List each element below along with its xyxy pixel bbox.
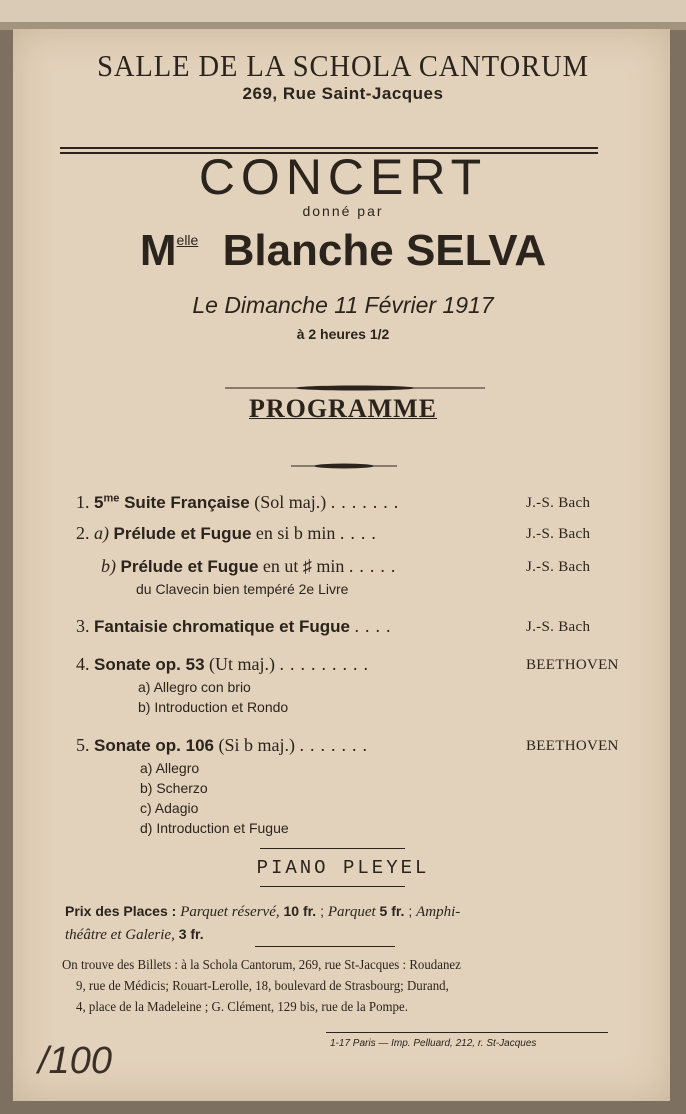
prices-line-1: Prix des Places : Parquet réservé, 10 fr. ; Parquet 5 fr. ; Amphi- — [65, 903, 461, 920]
ornament-divider — [225, 384, 485, 392]
item-number: 3. — [76, 616, 90, 636]
divider-line — [260, 848, 405, 849]
composer: BEETHOVEN — [526, 738, 619, 754]
composer: J.-S. Bach — [526, 559, 591, 575]
item-title: Prélude et Fugue — [113, 524, 252, 543]
item-number: 5. — [76, 735, 90, 755]
venue-address: 269, Rue Saint-Jacques — [242, 84, 444, 103]
prices-line-2: théâtre et Galerie, 3 fr. — [65, 926, 204, 943]
printer-imprint: 1-17 Paris — Imp. Pelluard, 212, r. St-Jacques — [330, 1038, 537, 1049]
movement: a) Allegro — [140, 760, 200, 776]
program-item-4: 4. Sonate op. 53 (Ut maj.) ......... — [76, 654, 375, 674]
programme-heading: PROGRAMME — [248, 394, 438, 423]
piano-sponsor: PIANO PLEYEL — [256, 857, 430, 879]
program-item-2a: 2. a) Prélude et Fugue en si b min .... — [76, 523, 382, 543]
item-title: Prélude et Fugue — [120, 557, 259, 576]
movement: a) Allegro con brio — [138, 679, 251, 695]
ornament-divider-small — [291, 462, 397, 470]
item-note: du Clavecin bien tempéré 2e Livre — [136, 581, 349, 597]
item-title: Fantaisie chromatique et Fugue — [94, 617, 350, 636]
composer: BEETHOVEN — [526, 657, 619, 673]
item-number: 4. — [76, 654, 90, 674]
concert-date: Le Dimanche 11 Février 1917 — [192, 292, 494, 318]
concert-title: CONCERT — [198, 149, 488, 205]
given-by: donné par — [302, 203, 384, 219]
item-number: 1. — [76, 492, 90, 512]
divider-line — [255, 946, 395, 947]
movement: b) Introduction et Rondo — [138, 699, 289, 715]
movement: d) Introduction et Fugue — [140, 820, 289, 836]
concert-time: à 2 heures 1/2 — [296, 326, 390, 342]
item-number: 2. — [76, 523, 90, 543]
item-letter: b) — [101, 556, 116, 576]
artist-name — [0, 226, 686, 276]
divider-line — [326, 1032, 608, 1033]
program-item-2b: b) Prélude et Fugue en ut ♯ min ..... — [101, 556, 402, 576]
artist-prefix-sup: elle — [176, 232, 199, 248]
item-title: 5 — [94, 493, 104, 512]
tickets-line: 9, rue de Médicis; Rouart-Lerolle, 18, boulevard de Strasbourg; Durand, — [76, 979, 449, 994]
divider-line — [260, 886, 405, 887]
program-item-5: 5. Sonate op. 106 (Si b maj.) ....... — [76, 735, 373, 755]
item-title: Sonate op. 53 — [94, 655, 205, 674]
item-detail: (Ut maj.) — [204, 654, 276, 674]
item-detail: en si b min — [251, 523, 336, 543]
item-detail: (Sol maj.) — [249, 492, 327, 512]
handwritten-number: /100 — [38, 1040, 112, 1082]
movement: b) Scherzo — [140, 780, 208, 796]
prices-label: Prix des Places : — [65, 903, 177, 919]
venue-name: SALLE DE LA SCHOLA CANTORUM — [97, 48, 589, 83]
tickets-line: 4, place de la Madeleine ; G. Clément, 129 bis, rue de la Pompe. — [76, 1000, 408, 1015]
composer: J.-S. Bach — [526, 495, 591, 511]
program-item-1: 1. $5^{me}$ Suite Française (Sol maj.) ....... — [76, 492, 405, 512]
program-item-3: 3. Fantaisie chromatique et Fugue .... — [76, 616, 397, 636]
composer: J.-S. Bach — [526, 619, 591, 635]
movement: c) Adagio — [140, 800, 199, 816]
item-title: Sonate op. 106 — [94, 736, 214, 755]
tickets-line: On trouve des Billets : à la Schola Cantorum, 269, rue St-Jacques : Roudanez — [62, 958, 461, 973]
artist-prefix: M — [139, 226, 177, 275]
item-detail: (Si b maj.) — [213, 735, 295, 755]
composer: J.-S. Bach — [526, 526, 591, 542]
item-letter: a) — [94, 523, 109, 543]
artist-full-name: Blanche SELVA — [222, 226, 547, 275]
item-detail: en ut ♯ min — [258, 556, 345, 576]
